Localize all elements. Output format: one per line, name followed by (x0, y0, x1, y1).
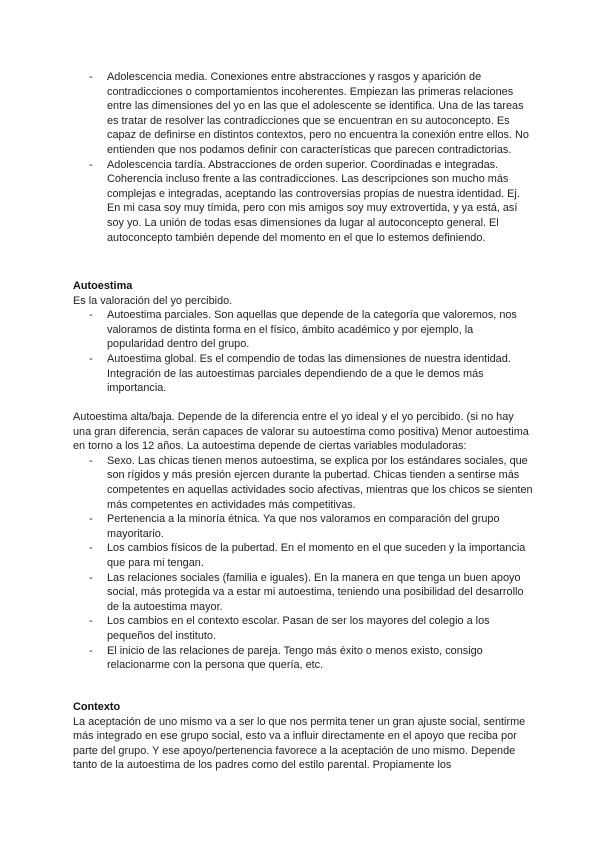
bullet-dash: - (89, 309, 93, 322)
list-item-text: El inicio de las relaciones de pareja. Tengo más éxito o menos existo, consigo relacionarme con la persona que quería, etc. (107, 644, 483, 672)
section-heading: Autoestima (73, 280, 133, 292)
section-heading: Contexto (73, 701, 121, 713)
paragraph: La aceptación de uno mismo va a ser lo que nos permita tener un gran ajuste social, sentirme más integrado en ese grupo social, esto va a influir directamente en el apoyo que reciba por parte del grupo. Y ese apoyo/pertenencia favorece a la aceptación de uno mismo. Depende tanto de la autoestima de los padres como del estilo parental. Propiamente los (73, 715, 526, 772)
bullet-dash: - (89, 644, 93, 657)
list-item (73, 308, 533, 352)
autoestima-alta-baja-section (73, 410, 533, 673)
list-item (73, 644, 533, 673)
autoestima-section (73, 279, 533, 396)
list-item-text: Sexo. Las chicas tienen menos autoestima, se explica por los estándares sociales, que son rígidos y más presión ejercen durante la pubertad. Chicas tienden a sentirse más competentes en aquellas actividades socio afectivas, mientras que los chicos se sienten más competentes en actividades más competitivas. (107, 454, 533, 511)
list-item (73, 541, 533, 570)
adolescence-stages-list (73, 70, 533, 245)
section-intro: Es la valoración del yo percibido. (73, 294, 233, 307)
list-item-text: Adolescencia tardía. Abstracciones de orden superior. Coordinadas e integradas. Coherencia incluso frente a las contradicciones. Las descripciones son mucho más complejas e integradas, aceptando las controversias propias de nuestra identidad. Ej. En mi casa soy muy tímida, pero con mis amigos soy muy extrovertida, y ya está, así soy yo. La unión de todas esas dimensiones da lugar al autoconcepto general. El autoconcepto también depende del momento en el que lo estemos definiendo. (107, 158, 520, 244)
bullet-dash: - (89, 615, 93, 628)
list-item (73, 454, 533, 512)
contexto-section (73, 700, 533, 773)
list-item (73, 70, 533, 158)
list-item-text: Pertenencia a la minoría étnica. Ya que nos valoramos en comparación del grupo mayoritario. (107, 513, 500, 540)
list-item (73, 512, 533, 541)
bullet-dash: - (89, 71, 93, 83)
list-item-text: Los cambios físicos de la pubertad. En el momento en el que suceden y la importancia que para mi tengan. (107, 542, 526, 569)
bullet-dash: - (89, 542, 93, 555)
list-item (73, 352, 533, 396)
list-item-text: Autoestima parciales. Son aquellas que depende de la categoría que valoremos, nos valoramos de distinta forma en el físico, ámbito académico y por ejemplo, la popularidad dentro del grupo. (107, 309, 517, 351)
bullet-dash: - (89, 352, 93, 365)
list-item-text: Las relaciones sociales (familia e iguales). En la manera en que tenga un buen apoyo social, más protegida va a estar mi autoestima, teniendo una posibilidad del desarrollo de la autoestima mayor. (107, 571, 524, 613)
bullet-dash: - (89, 571, 93, 584)
list-item-text: Los cambios en el contexto escolar. Pasan de ser los mayores del colegio a los pequeños del instituto. (107, 615, 490, 642)
paragraph: Autoestima alta/baja. Depende de la diferencia entre el yo ideal y el yo percibido. (si no hay una gran diferencia, serán capaces de valorar su autoestima como positiva) Menor autoestima en torno a los 12 años. La autoestima depende de ciertas variables moduladoras: (73, 411, 529, 453)
list-item (73, 614, 533, 643)
list-item-text: Adolescencia media. Conexiones entre abstracciones y rasgos y aparición de contradicciones o comportamientos incoherentes. Empiezan las primeras relaciones entre las dimensiones del yo en las que el adolescente se identifica. Una de las tareas es tratar de resolver las contradicciones que se encuentran en su autoconcepto. Es capaz de definirse en distintos contextos, pero no encuentra la conexión entre ellos. No entienden que nos podamos definir con características que parecen contradictorias. (107, 71, 529, 156)
list-item (73, 158, 533, 246)
list-item-text: Autoestima global. Es el compendio de todas las dimensiones de nuestra identidad. Integración de las autoestimas parciales dependiendo de a que le demos más importancia. (107, 352, 511, 395)
list-item (73, 571, 533, 615)
bullet-dash: - (89, 513, 93, 526)
bullet-dash: - (89, 454, 93, 467)
bullet-dash: - (89, 158, 93, 171)
